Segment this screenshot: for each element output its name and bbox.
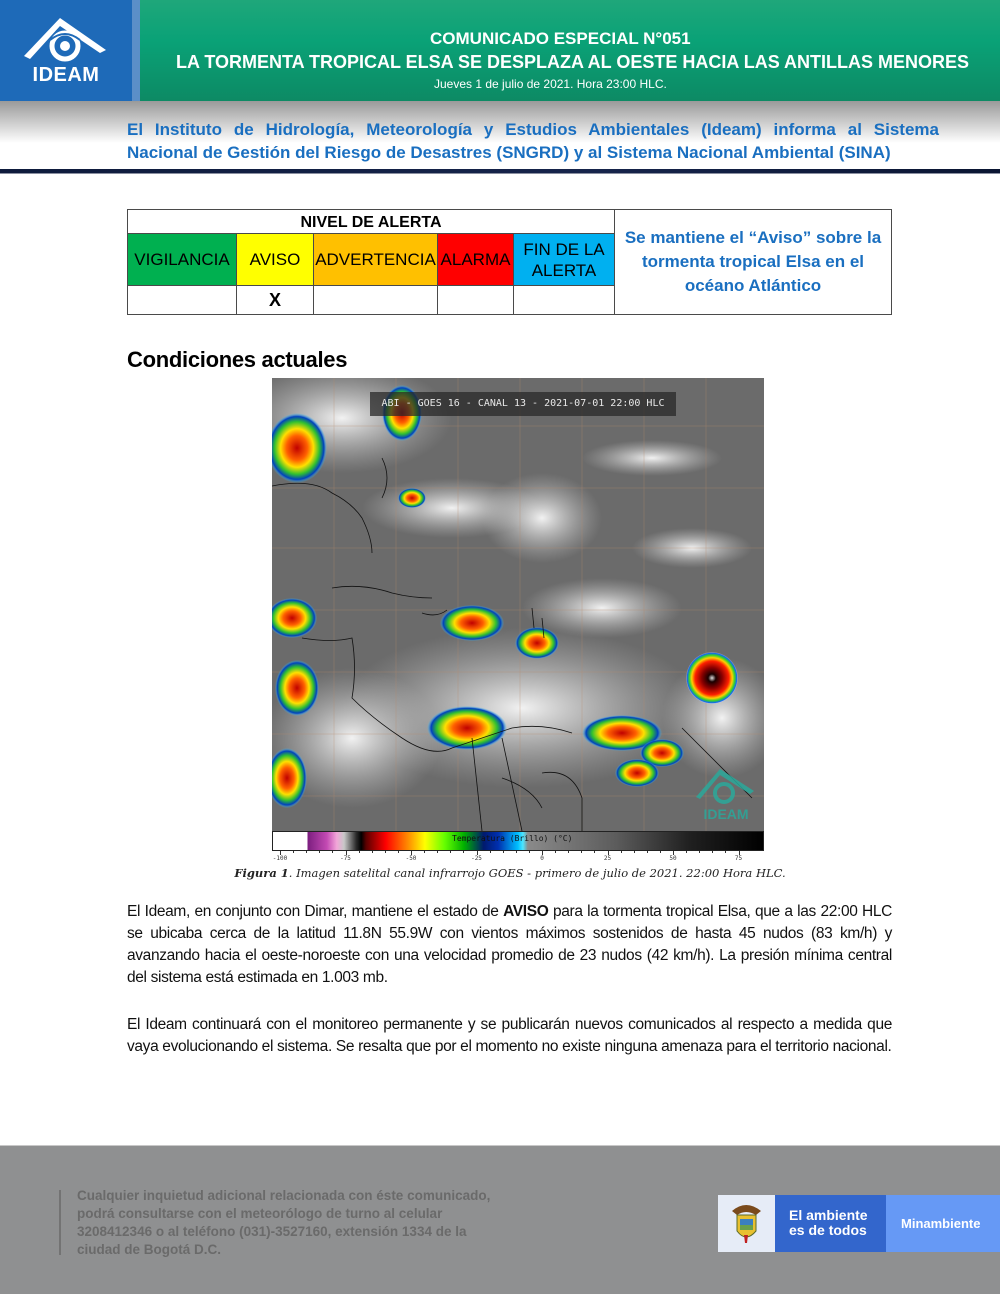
colorbar-minor-tick bbox=[725, 851, 726, 853]
alert-message: Se mantiene el “Aviso” sobre la tormenta tropical Elsa en el océano Atlántico bbox=[614, 210, 891, 314]
slogan-line1: El ambiente bbox=[789, 1207, 868, 1223]
footer-accent-bar bbox=[59, 1190, 61, 1255]
slogan-line2: es de todos bbox=[789, 1222, 867, 1238]
body-paragraph-1 bbox=[127, 901, 892, 989]
alert-mark-alarma bbox=[438, 286, 514, 314]
header-banner bbox=[0, 0, 1000, 101]
colorbar-tick-label: 50 bbox=[669, 855, 677, 862]
colorbar-minor-tick bbox=[463, 851, 464, 853]
colorbar-minor-tick bbox=[490, 851, 491, 853]
header-divider-thin bbox=[0, 173, 1000, 174]
watermark-text: IDEAM bbox=[703, 806, 749, 822]
colorbar-tick-label: 75 bbox=[734, 855, 743, 862]
bulletin-number: COMUNICADO ESPECIAL N°051 bbox=[430, 29, 691, 48]
colorbar-minor-tick bbox=[385, 851, 386, 853]
colorbar-minor-tick bbox=[555, 851, 556, 853]
alert-level-aviso: AVISO bbox=[237, 234, 314, 286]
caption-figure-number: Figura 1 bbox=[234, 866, 289, 880]
bulletin-date: Jueves 1 de julio de 2021. Hora 23:00 HLC. bbox=[434, 77, 667, 91]
colorbar-minor-tick bbox=[319, 851, 320, 853]
colorbar-minor-tick bbox=[529, 851, 530, 853]
alert-mark-advertencia bbox=[314, 286, 438, 314]
ideam-logo-text: IDEAM bbox=[32, 64, 100, 86]
colorbar-minor-tick bbox=[712, 851, 713, 853]
colorbar-minor-tick bbox=[568, 851, 569, 853]
p1-text-b: para la tormenta tropical Elsa, que a las 22:00 HLC se ubicaba cerca de la latitud 11.8N 55.9W con vientos máximos sostenidos de hasta 45 nudos (83 km/h) y avanzando hacia el oeste-noroeste con una velocidad promedio de 23 nudos (42 km/h). La presión mínima central del sistema está estimada en 1.003 mb. bbox=[127, 903, 892, 986]
colorbar-minor-tick bbox=[306, 851, 307, 853]
ideam-watermark-icon bbox=[690, 763, 762, 823]
colorbar-minor-tick bbox=[450, 851, 451, 853]
colorbar-minor-tick bbox=[581, 851, 582, 853]
colorbar-minor-tick bbox=[359, 851, 360, 853]
colorbar-tick-label: -25 bbox=[471, 855, 482, 862]
colorbar-minor-tick bbox=[332, 851, 333, 853]
alert-level-table bbox=[127, 209, 892, 315]
colorbar-minor-tick bbox=[686, 851, 687, 853]
figure-caption bbox=[0, 866, 1000, 880]
alert-level-fin: FIN DE LA ALERTA bbox=[514, 234, 614, 286]
section-title: Condiciones actuales bbox=[127, 347, 348, 372]
colorbar-minor-tick bbox=[437, 851, 438, 853]
colorbar-minor-tick bbox=[699, 851, 700, 853]
footer-contact-line: Cualquier inquietud adicional relacionada con éste comunicado, bbox=[77, 1188, 491, 1203]
institution-statement-line2: Nacional de Gestión del Riesgo de Desastres (SNGRD) y al Sistema Nacional Ambiental (SINA) bbox=[127, 143, 891, 162]
slogan bbox=[775, 1195, 886, 1252]
satellite-overlay-label: ABI - GOES 16 - CANAL 13 - 2021-07-01 22:00 HLC bbox=[370, 392, 676, 416]
footer-contact-line: podrá consultarse con el meteorólogo de turno al celular bbox=[77, 1206, 443, 1221]
colorbar-minor-tick bbox=[647, 851, 648, 853]
alert-level-alarma: ALARMA bbox=[438, 234, 514, 286]
institution-statement bbox=[127, 118, 939, 164]
coat-of-arms-icon bbox=[718, 1195, 775, 1252]
body-paragraph-2: El Ideam continuará con el monitoreo permanente y se publicarán nuevos comunicados al respecto a medida que vaya evolucionando el sistema. Se resalta que por el momento no existe ninguna amenaza para el territorio nacional. bbox=[127, 1016, 892, 1055]
colorbar-ticks bbox=[272, 851, 764, 865]
colorbar-minor-tick bbox=[594, 851, 595, 853]
colombia-coat-of-arms bbox=[718, 1195, 775, 1252]
footer-contact-line: 3208412346 o al teléfono (031)-3527160, extensión 1334 de la bbox=[77, 1224, 467, 1239]
caption-text: . Imagen satelital canal infrarrojo GOES - primero de julio de 2021. 22:00 Hora HLC. bbox=[288, 866, 786, 880]
logo-divider bbox=[132, 0, 140, 101]
footer-contact-line: ciudad de Bogotá D.C. bbox=[77, 1242, 222, 1257]
satellite-image bbox=[272, 378, 764, 831]
ideam-logo bbox=[0, 0, 132, 101]
colorbar-minor-tick bbox=[398, 851, 399, 853]
colorbar-minor-tick bbox=[503, 851, 504, 853]
colorbar-tick-label: -75 bbox=[340, 855, 351, 862]
colorbar-minor-tick bbox=[424, 851, 425, 853]
alert-levels bbox=[128, 210, 614, 314]
colorbar-tick-label: -100 bbox=[272, 855, 288, 862]
footer-contact bbox=[77, 1187, 557, 1259]
bulletin-headline: LA TORMENTA TROPICAL ELSA SE DESPLAZA AL OESTE HACIA LAS ANTILLAS MENORES bbox=[176, 52, 970, 72]
p1-alert-status: AVISO bbox=[503, 903, 549, 920]
colorbar-tick-label: 0 bbox=[540, 855, 544, 862]
alert-mark-fin bbox=[514, 286, 614, 314]
colorbar-minor-tick bbox=[660, 851, 661, 853]
colorbar-minor-tick bbox=[516, 851, 517, 853]
p1-text-a: El Ideam, en conjunto con Dimar, mantiene el estado de bbox=[127, 903, 504, 920]
colorbar-tick-label: 25 bbox=[603, 855, 612, 862]
government-badge bbox=[718, 1195, 1000, 1252]
alert-level-advertencia: ADVERTENCIA bbox=[314, 234, 438, 286]
alert-table-title: NIVEL DE ALERTA bbox=[128, 210, 614, 234]
colorbar-minor-tick bbox=[621, 851, 622, 853]
ministry-name: Minambiente bbox=[886, 1195, 1000, 1252]
alert-mark-aviso: X bbox=[237, 286, 314, 314]
colorbar-label: Temperatura (Brillo) (°C) bbox=[452, 834, 573, 843]
colorbar-minor-tick bbox=[634, 851, 635, 853]
institution-statement-line1: El Instituto de Hidrología, Meteorología y Estudios Ambientales (Ideam) informa al Sistema bbox=[127, 120, 939, 139]
colorbar-minor-tick bbox=[372, 851, 373, 853]
colorbar-tick-label: -50 bbox=[405, 855, 417, 862]
alert-mark-vigilancia bbox=[128, 286, 237, 314]
alert-level-vigilancia: VIGILANCIA bbox=[128, 234, 237, 286]
ideam-house-swirl-icon bbox=[20, 10, 112, 66]
colorbar-minor-tick bbox=[293, 851, 294, 853]
